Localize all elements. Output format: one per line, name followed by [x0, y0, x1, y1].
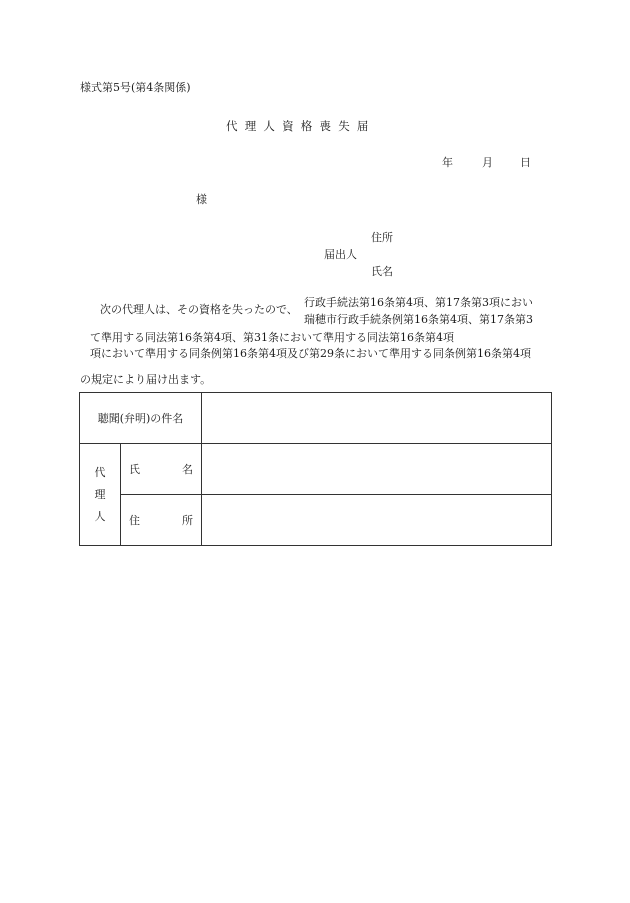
agent-address-value-field[interactable] — [202, 495, 552, 546]
date-line — [442, 157, 531, 168]
body-intro: 次の代理人は、その資格を失ったので、 — [100, 303, 298, 316]
date-day-label: 日 — [520, 156, 531, 169]
form-table — [79, 392, 552, 546]
hearing-value-field[interactable] — [202, 393, 552, 444]
body-option1-line2: て準用する同法第16条第4項、第31条において準用する同法第16条第4項 — [90, 331, 454, 344]
address-label-char: 住 — [129, 514, 140, 527]
agent-address-row — [80, 495, 552, 546]
date-year-label: 年 — [442, 156, 453, 169]
agent-label-char: 代 — [94, 466, 106, 479]
notifier-label: 届出人 — [324, 248, 357, 261]
agent-name-value-field[interactable] — [202, 444, 552, 495]
body-closing: の規定により届け出ます。 — [80, 373, 212, 386]
notifier-address-label: 住所 — [371, 231, 393, 244]
addressee-suffix: 様 — [196, 193, 207, 206]
agent-label-char: 人 — [94, 510, 106, 523]
notifier-name-label: 氏名 — [371, 265, 393, 278]
body-option1-line1: 行政手続法第16条第4項、第17条第3項におい — [304, 296, 533, 309]
form-number: 様式第5号(第4条関係) — [80, 81, 191, 94]
name-label-char: 氏 — [129, 463, 140, 476]
date-month-label: 月 — [482, 156, 493, 169]
body-option2-line2: 項において準用する同条例第16条第4項及び第29条において準用する同条例第16条第4項 — [90, 347, 531, 360]
hearing-row — [80, 393, 552, 444]
name-label-char: 名 — [182, 463, 193, 476]
agent-name-row — [80, 444, 552, 495]
hearing-label-cell: 聴聞(弁明)の件名 — [80, 393, 202, 444]
agent-label-cell — [80, 444, 121, 546]
body-option2-line1: 瑞穂市行政手続条例第16条第4項、第17条第3 — [304, 313, 533, 326]
agent-label-char: 理 — [94, 488, 106, 501]
address-label-char: 所 — [182, 514, 193, 527]
document-title: 代理人資格喪失届 — [226, 119, 376, 133]
agent-address-label-cell — [121, 495, 202, 546]
agent-name-label-cell — [121, 444, 202, 495]
